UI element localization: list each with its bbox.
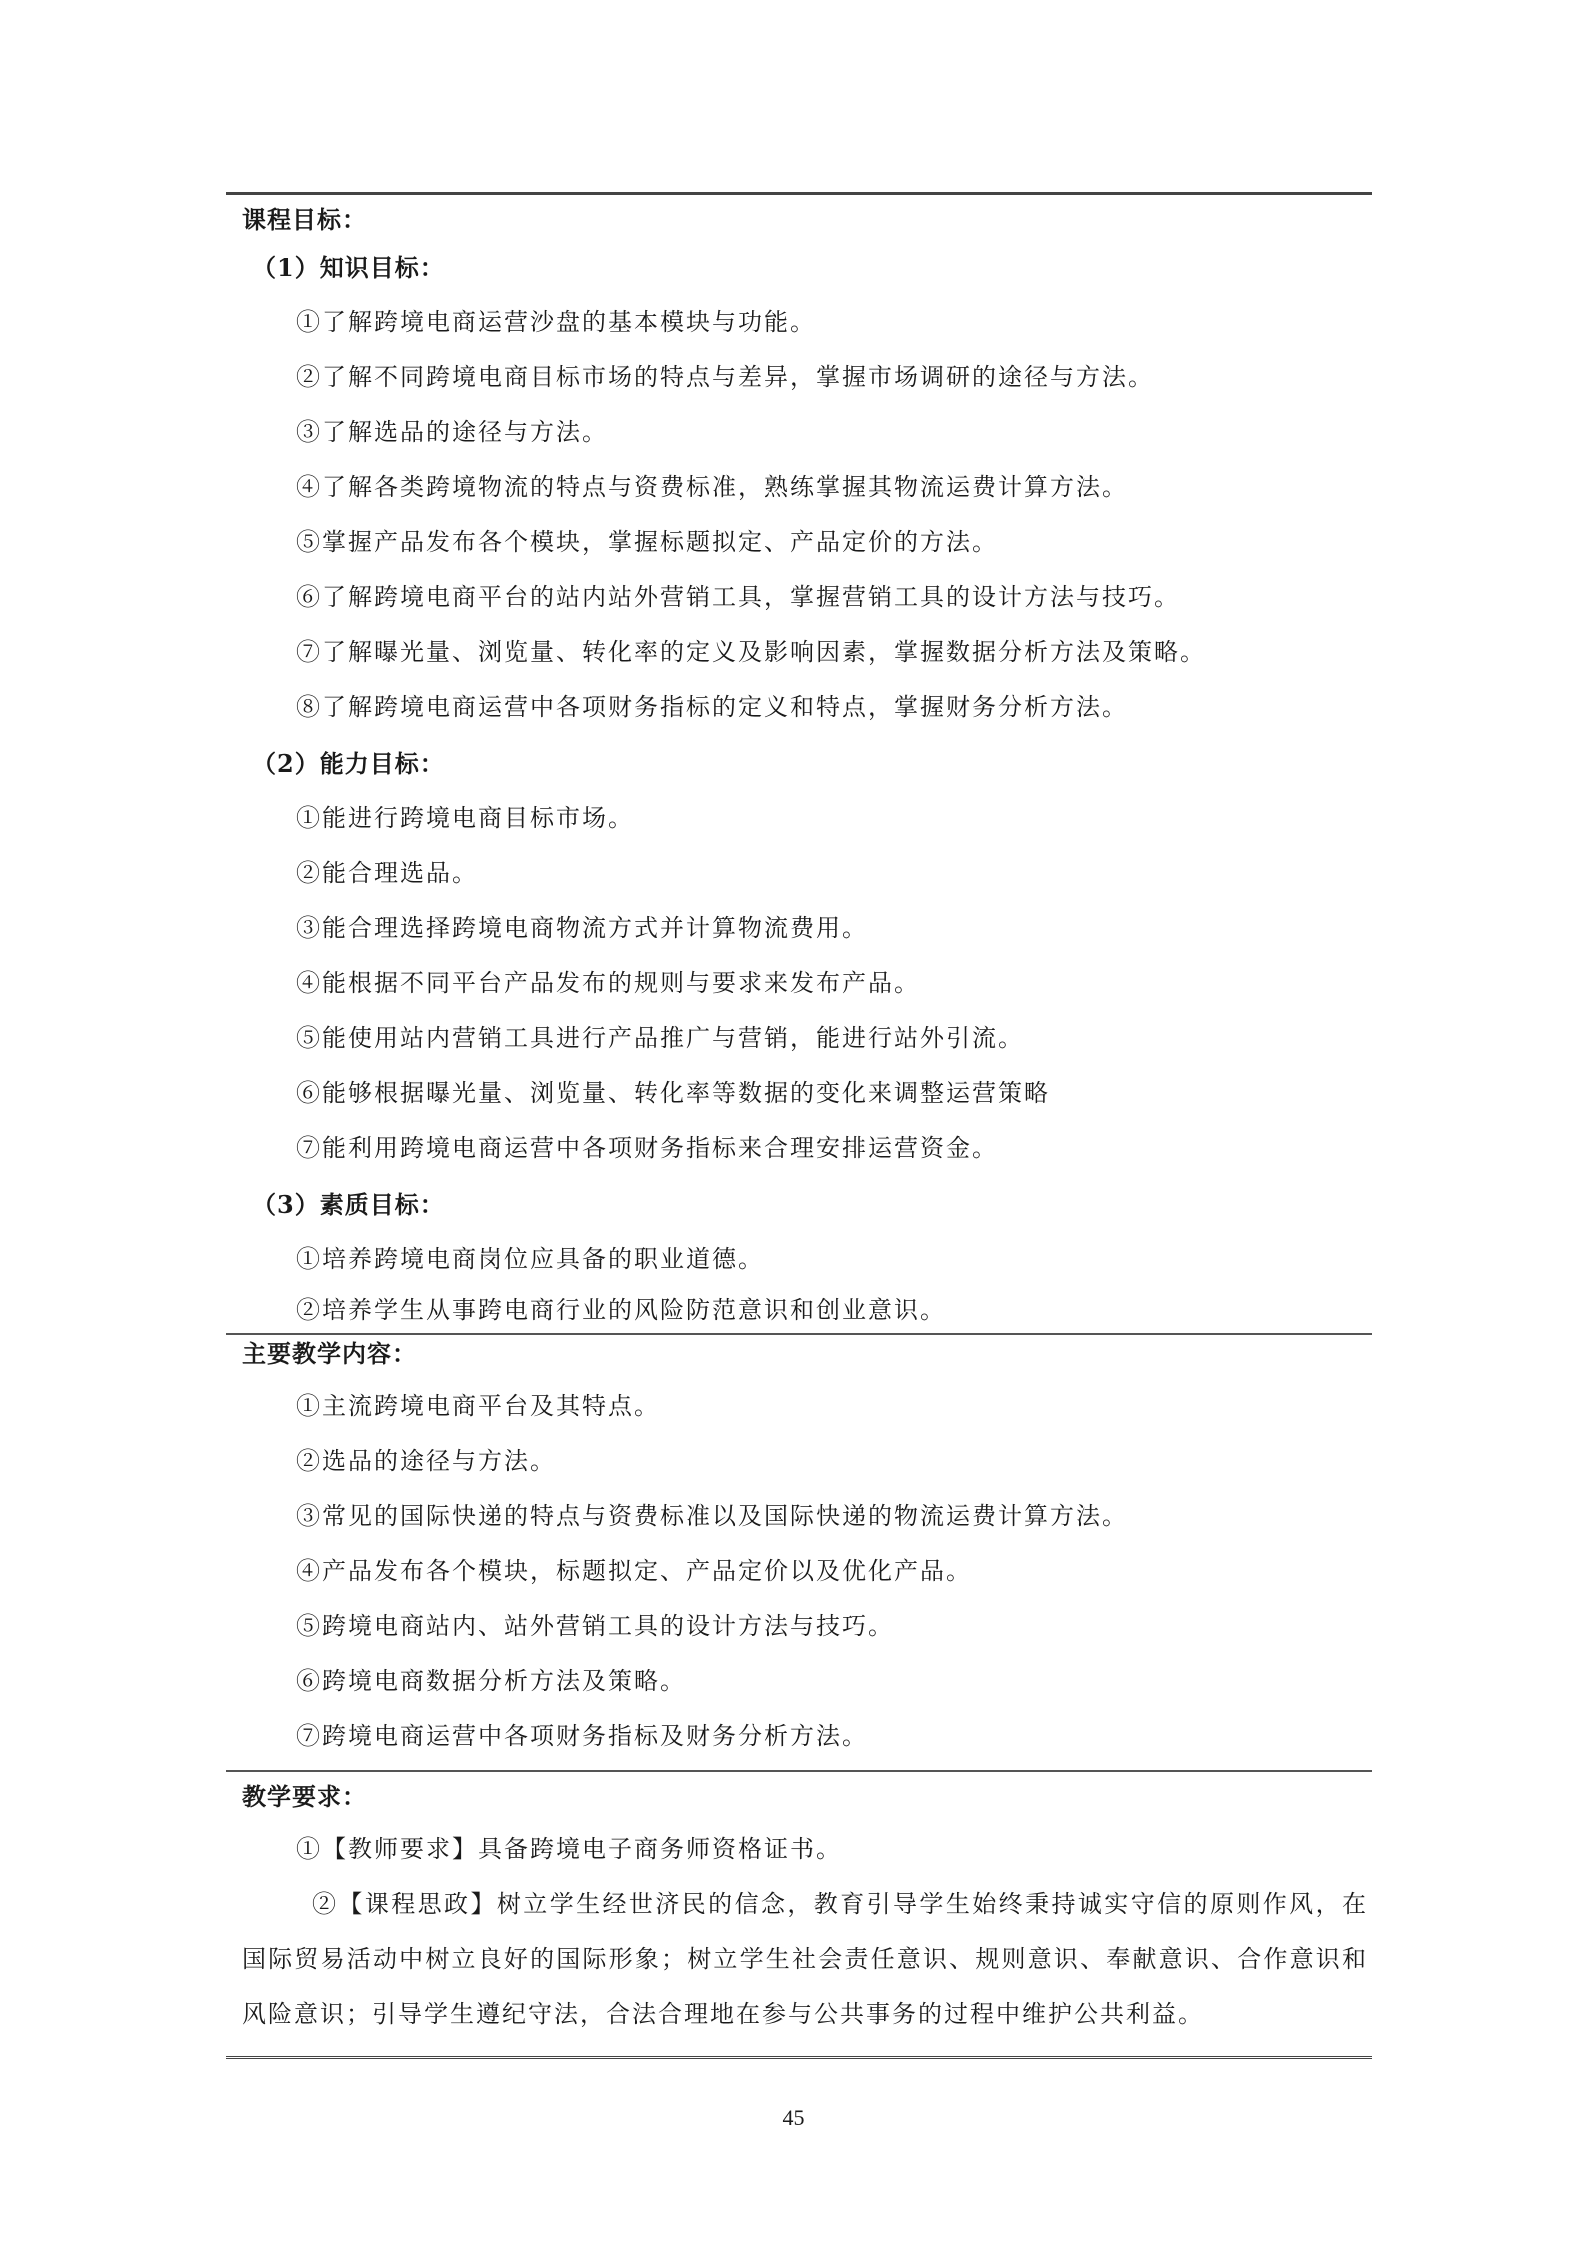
list-item: ⑤能使用站内营销工具进行产品推广与营销，能进行站外引流。	[296, 1024, 1024, 1052]
section-divider	[226, 1770, 1372, 1772]
ideology-requirement: ②【课程思政】树立学生经世济民的信念，教育引导学生始终秉持诚实守信的原则作风，在国际贸易活动中树立良好的国际形象；树立学生社会责任意识、规则意识、奉献意识、合作意识和风险意识；引导学生遵纪守法，合法合理地在参与公共事务的过程中维护公共利益。	[242, 1890, 1368, 2028]
list-item: ⑦了解曝光量、浏览量、转化率的定义及影响因素，掌握数据分析方法及策略。	[296, 638, 1206, 666]
list-item: ③常见的国际快递的特点与资费标准以及国际快递的物流运费计算方法。	[296, 1502, 1128, 1530]
list-item: ⑦跨境电商运营中各项财务指标及财务分析方法。	[296, 1722, 868, 1750]
main-content-list	[226, 1379, 1372, 1764]
knowledge-goals-list	[226, 295, 1372, 735]
list-item: ⑧了解跨境电商运营中各项财务指标的定义和特点，掌握财务分析方法。	[296, 693, 1128, 721]
list-item: ⑥能够根据曝光量、浏览量、转化率等数据的变化来调整运营策略	[296, 1079, 1050, 1107]
list-item: ③了解选品的途径与方法。	[296, 418, 608, 446]
list-item: ②选品的途径与方法。	[296, 1447, 556, 1475]
list-item: ①能进行跨境电商目标市场。	[296, 804, 634, 832]
table-bottom-rule	[226, 2056, 1372, 2059]
list-item: ⑥跨境电商数据分析方法及策略。	[296, 1667, 686, 1695]
knowledge-goals-title: （1）知识目标：	[252, 253, 445, 282]
list-item: ②能合理选品。	[296, 859, 478, 887]
requirements-heading: 教学要求：	[242, 1782, 367, 1811]
list-item: ⑥了解跨境电商平台的站内站外营销工具，掌握营销工具的设计方法与技巧。	[296, 583, 1180, 611]
teacher-requirement: ①【教师要求】具备跨境电子商务师资格证书。	[296, 1835, 842, 1863]
list-item: ②了解不同跨境电商目标市场的特点与差异，掌握市场调研的途径与方法。	[296, 363, 1154, 391]
list-item: ⑤掌握产品发布各个模块，掌握标题拟定、产品定价的方法。	[296, 528, 998, 556]
quality-goals-title: （3）素质目标：	[252, 1190, 445, 1219]
ability-goals-title: （2）能力目标：	[252, 749, 445, 778]
table-top-rule	[226, 192, 1372, 195]
list-item: ④能根据不同平台产品发布的规则与要求来发布产品。	[296, 969, 920, 997]
list-item: ③能合理选择跨境电商物流方式并计算物流费用。	[296, 914, 868, 942]
list-item: ④了解各类跨境物流的特点与资费标准，熟练掌握其物流运费计算方法。	[296, 473, 1128, 501]
list-item: ⑦能利用跨境电商运营中各项财务指标来合理安排运营资金。	[296, 1134, 998, 1162]
quality-goals-list	[226, 1232, 1372, 1333]
document-page	[226, 192, 1372, 2059]
list-item: ①培养跨境电商岗位应具备的职业道德。	[296, 1245, 764, 1273]
list-item: ②培养学生从事跨电商行业的风险防范意识和创业意识。	[296, 1296, 946, 1324]
ability-goals-list	[226, 791, 1372, 1176]
main-content-section	[226, 1335, 1372, 1764]
requirements-body	[226, 1822, 1372, 2042]
page-number: 45	[782, 2105, 805, 2130]
course-goals-heading: 课程目标：	[242, 205, 367, 234]
requirements-section	[226, 1778, 1372, 2042]
list-item: ④产品发布各个模块，标题拟定、产品定价以及优化产品。	[296, 1557, 972, 1585]
list-item: ⑤跨境电商站内、站外营销工具的设计方法与技巧。	[296, 1612, 894, 1640]
list-item: ①主流跨境电商平台及其特点。	[296, 1392, 660, 1420]
main-content-heading: 主要教学内容：	[242, 1339, 417, 1368]
course-goals-section	[226, 201, 1372, 1333]
list-item: ①了解跨境电商运营沙盘的基本模块与功能。	[296, 308, 816, 336]
